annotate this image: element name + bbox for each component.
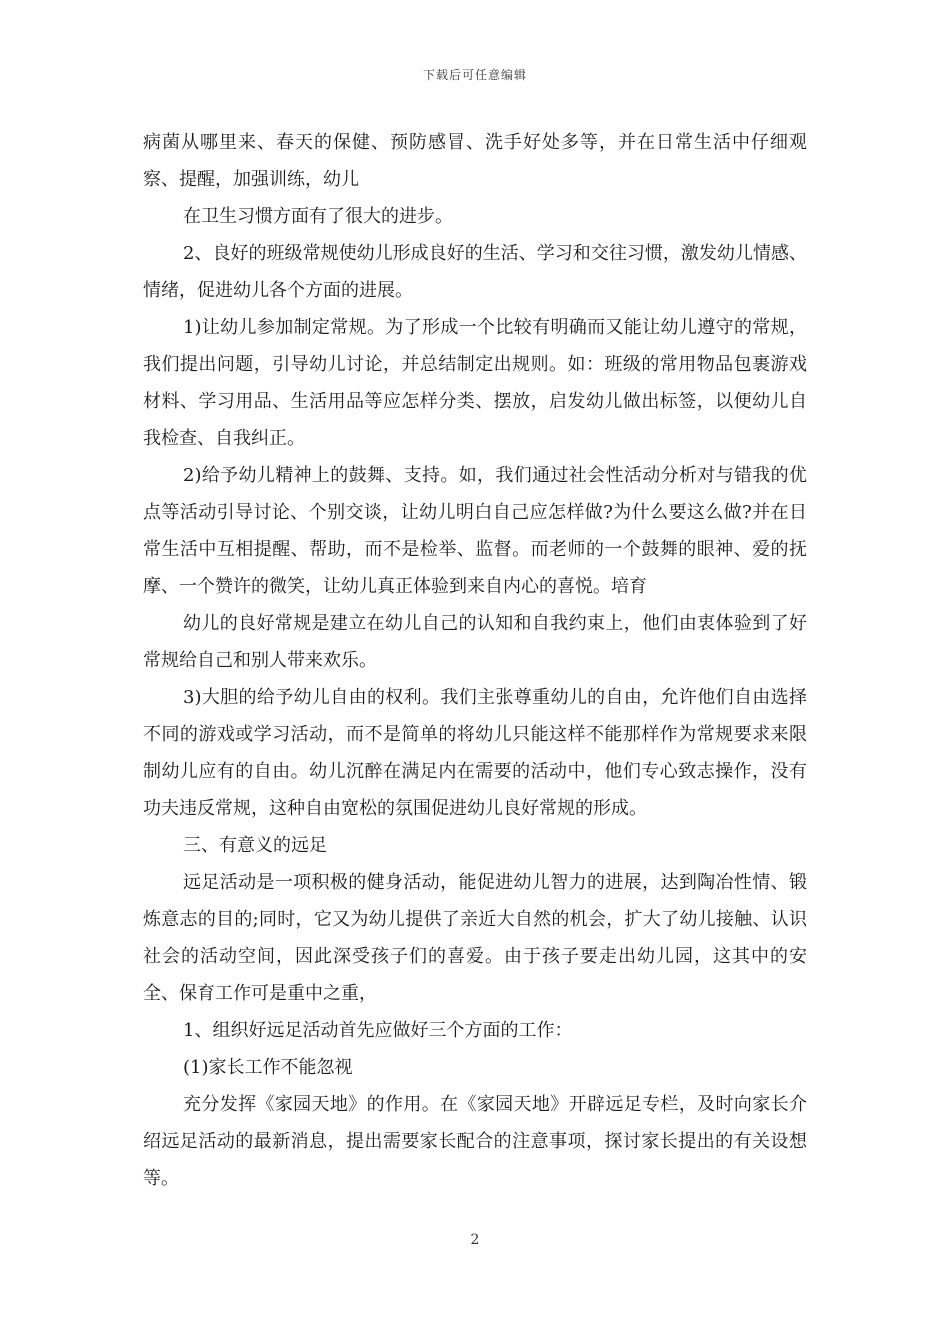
paragraph: 病菌从哪里来、春天的保健、预防感冒、洗手好处多等，并在日常生活中仔细观察、提醒，加强训练，幼儿: [143, 132, 807, 190]
section-heading: 三、有意义的远足: [183, 835, 327, 856]
paragraph: (1)家长工作不能忽视: [183, 1057, 353, 1078]
paragraph: 2、良好的班级常规使幼儿形成良好的生活、学习和交往习惯，激发幼儿情感、情绪，促进幼儿各个方面的进展。: [143, 243, 807, 301]
paragraph: 远足活动是一项积极的健身活动，能促进幼儿智力的进展，达到陶冶性情、锻炼意志的目的;同时，它又为幼儿提供了亲近大自然的机会，扩大了幼儿接触、认识社会的活动空间，因此深受孩子们的喜爱。由于孩子要走出幼儿园，这其中的安全、保育工作可是重中之重，: [143, 872, 807, 1004]
paragraph: 在卫生习惯方面有了很大的进步。: [183, 206, 453, 227]
paragraph: 充分发挥《家园天地》的作用。在《家园天地》开辟远足专栏，及时向家长介绍远足活动的最新消息，提出需要家长配合的注意事项，探讨家长提出的有关设想等。: [143, 1094, 807, 1189]
paragraph: 1、组织好远足活动首先应做好三个方面的工作：: [183, 1020, 573, 1041]
paragraph: 3)大胆的给予幼儿自由的权利。我们主张尊重幼儿的自由，允许他们自由选择不同的游戏或学习活动，而不是简单的将幼儿只能这样不能那样作为常规要求来限制幼儿应有的自由。幼儿沉醉在满足内在需要的活动中，他们专心致志操作，没有功夫违反常规，这种自由宽松的氛围促进幼儿良好常规的形成。: [143, 687, 807, 819]
page-header: 下载后可任意编辑: [422, 68, 527, 82]
document-body: [143, 124, 807, 1197]
paragraph: 2)给予幼儿精神上的鼓舞、支持。如，我们通过社会性活动分析对与错我的优点等活动引导讨论、个别交谈，让幼儿明白自己应怎样做?为什么要这么做?并在日常生活中互相提醒、帮助，而不是检举、监督。而老师的一个鼓舞的眼神、爱的抚摩、一个赞许的微笑，让幼儿真正体验到来自内心的喜悦。培育: [143, 465, 807, 597]
page-number: 2: [470, 1232, 480, 1248]
paragraph: 幼儿的良好常规是建立在幼儿自己的认知和自我约束上，他们由衷体验到了好常规给自己和别人带来欢乐。: [143, 613, 807, 671]
paragraph: 1)让幼儿参加制定常规。为了形成一个比较有明确而又能让幼儿遵守的常规，我们提出问题，引导幼儿讨论，并总结制定出规则。如：班级的常用物品包裹游戏材料、学习用品、生活用品等应怎样分类、摆放，启发幼儿做出标签，以便幼儿自我检查、自我纠正。: [143, 317, 807, 449]
